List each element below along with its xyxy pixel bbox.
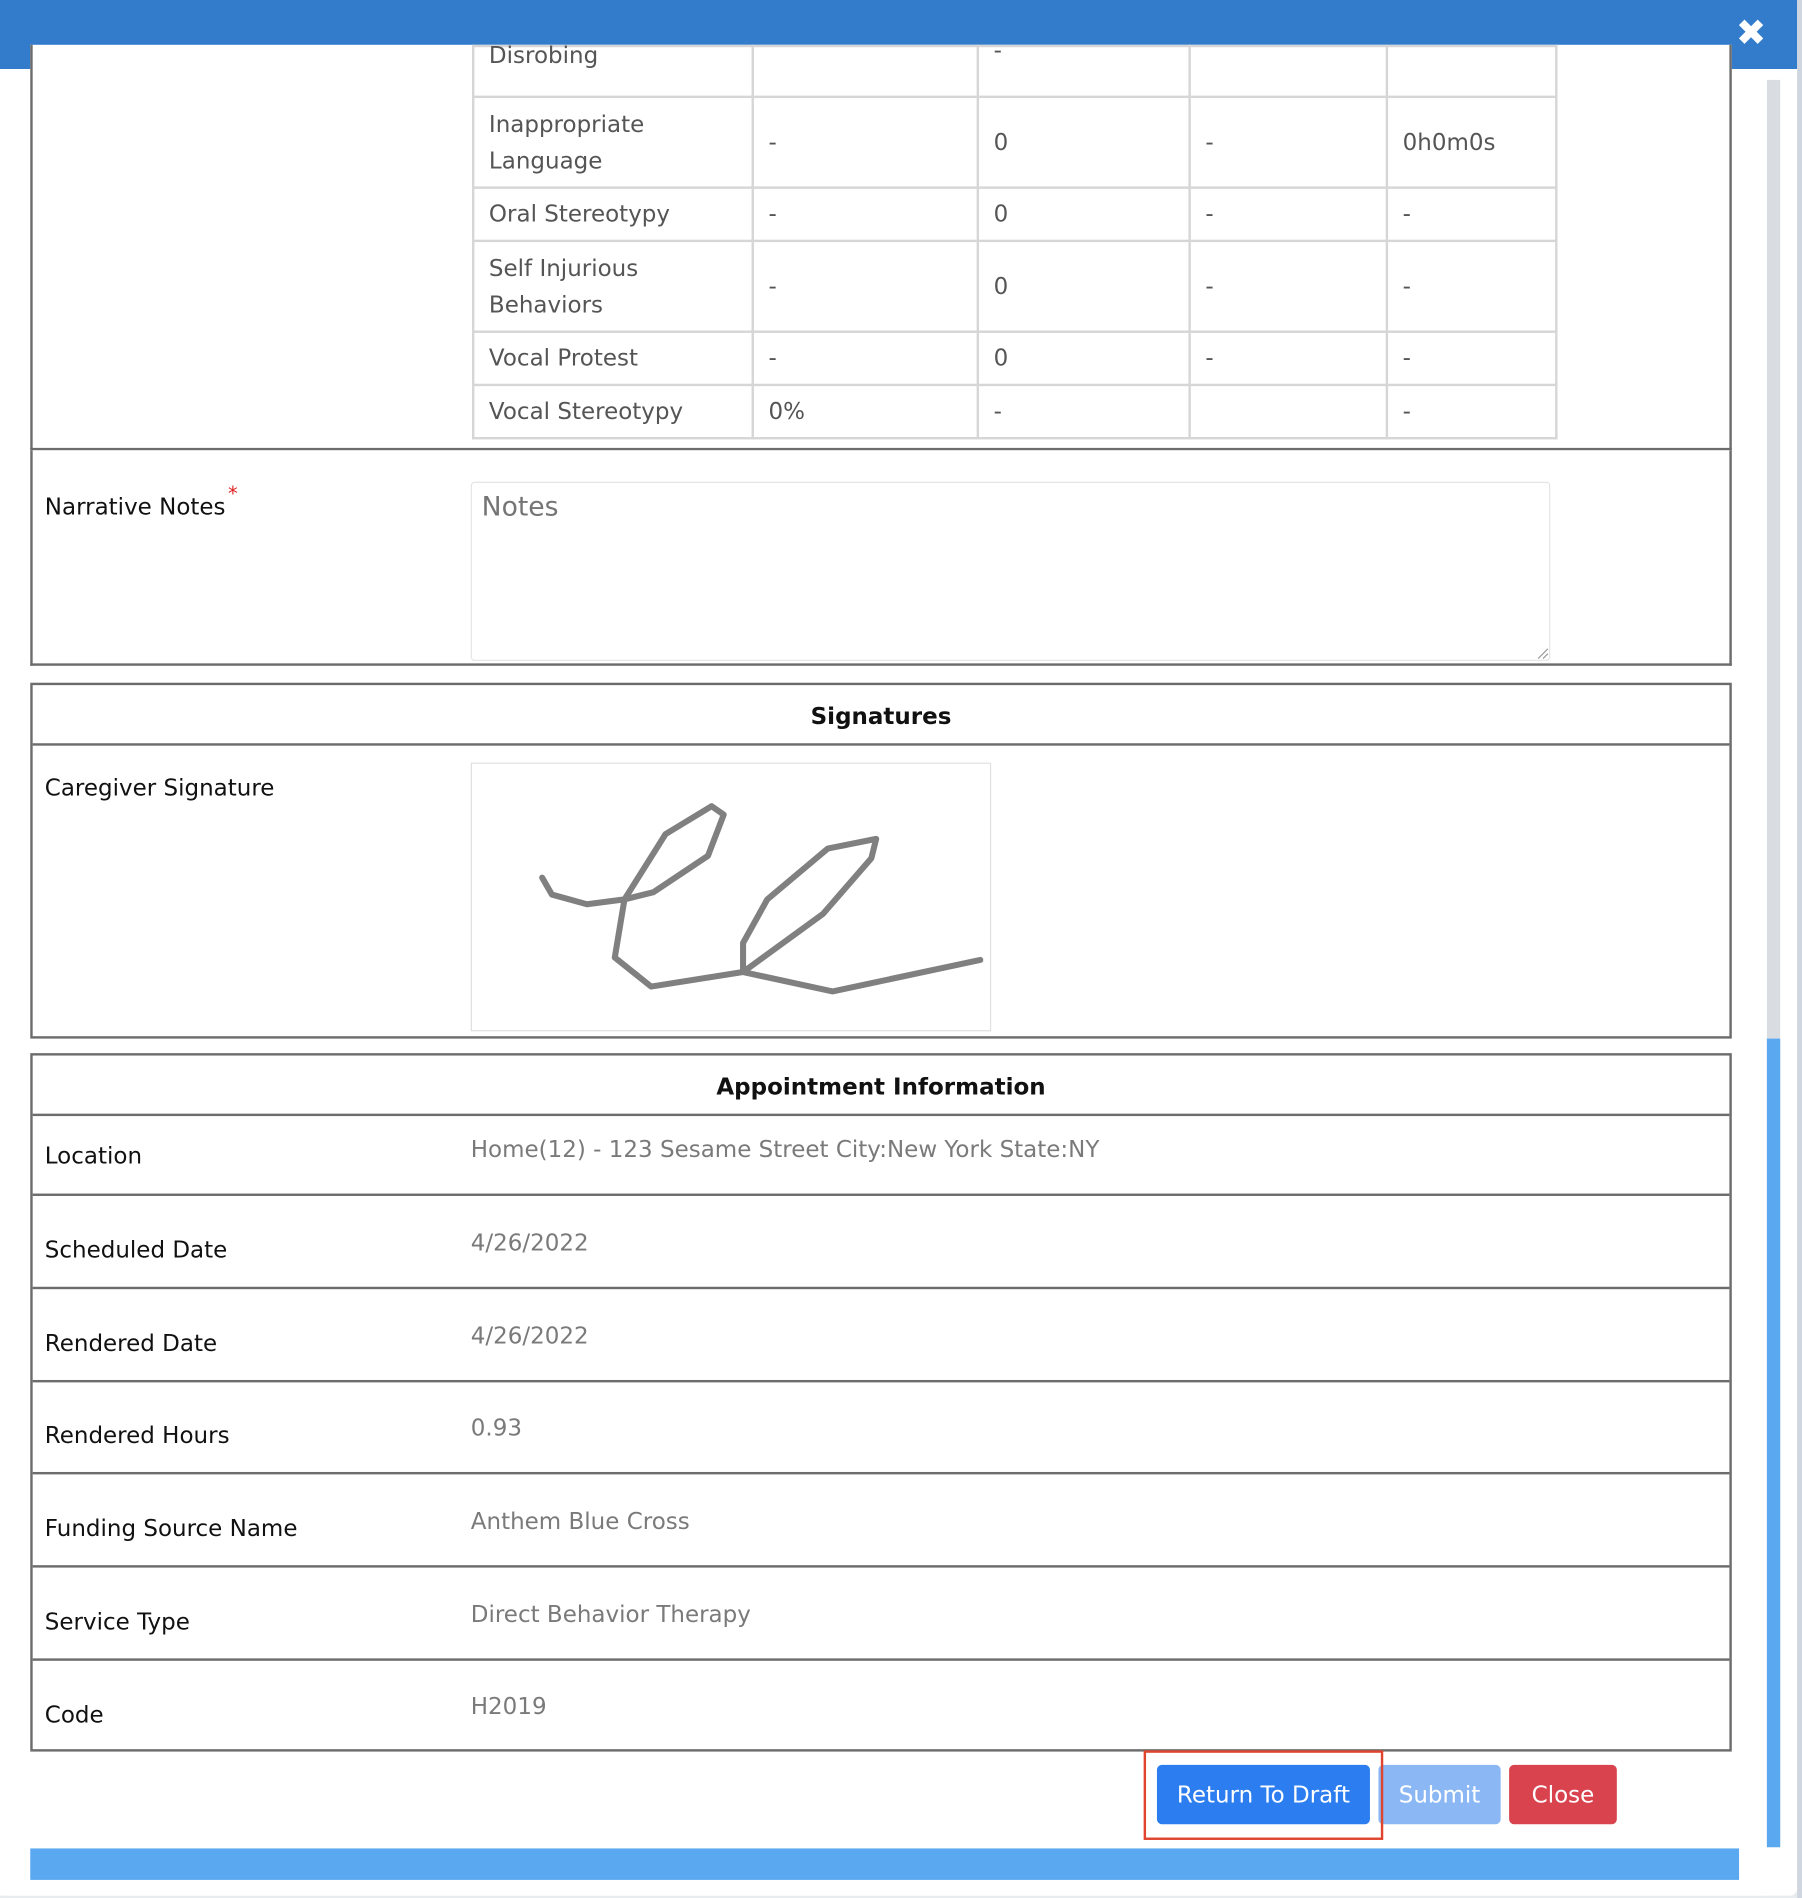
code-label: Code — [44, 1701, 104, 1729]
table-cell: - — [1190, 241, 1387, 332]
funding-source-value: Anthem Blue Cross — [470, 1508, 690, 1535]
table-row — [473, 188, 1556, 241]
narrative-notes-section — [30, 450, 1732, 665]
rendered-date-value: 4/26/2022 — [470, 1323, 589, 1350]
background-page-edge — [1797, 0, 1802, 1898]
rendered-date-label: Rendered Date — [44, 1330, 218, 1357]
behavior-name-cell: Inappropriate Language — [473, 97, 753, 188]
table-row — [473, 385, 1556, 438]
behavior-name-cell: Oral Stereotypy — [473, 188, 753, 241]
table-cell: 0 — [978, 332, 1190, 385]
behavior-name-cell: Vocal Stereotypy — [473, 385, 753, 438]
table-cell: - — [1387, 385, 1556, 438]
service-type-label: Service Type — [44, 1608, 190, 1636]
resize-grip-icon[interactable] — [1536, 646, 1548, 658]
table-cell: - — [753, 332, 978, 385]
signatures-section — [30, 683, 1732, 1039]
narrative-notes-input[interactable] — [471, 482, 1550, 661]
table-cell: - — [1190, 97, 1387, 188]
submit-button[interactable]: Submit — [1378, 1765, 1500, 1824]
caregiver-signature-label: Caregiver Signature — [44, 774, 275, 802]
behavior-name-cell: Self Injurious Behaviors — [473, 241, 753, 332]
code-value: H2019 — [470, 1693, 547, 1721]
table-cell: 0 — [978, 188, 1190, 241]
table-cell — [1190, 385, 1387, 438]
table-cell: 0h0m0s — [1387, 97, 1556, 188]
table-cell: - — [753, 97, 978, 188]
table-row — [473, 97, 1556, 188]
table-row — [473, 332, 1556, 385]
scheduled-date-label: Scheduled Date — [44, 1237, 228, 1264]
table-row — [473, 46, 1556, 97]
rendered-hours-value: 0.93 — [470, 1415, 522, 1442]
table-cell: 0 — [978, 97, 1190, 188]
info-row-rendered-date — [33, 1289, 1730, 1382]
table-cell: - — [1387, 188, 1556, 241]
table-cell: - — [1387, 241, 1556, 332]
close-button[interactable]: Close — [1509, 1765, 1617, 1824]
behavior-data-section — [30, 37, 1732, 451]
info-row-funding-source — [33, 1474, 1730, 1567]
info-row-rendered-hours — [33, 1382, 1730, 1474]
table-cell: - — [1190, 188, 1387, 241]
location-label: Location — [44, 1142, 143, 1170]
info-row-location — [33, 1116, 1730, 1196]
table-cell: - — [978, 46, 1190, 97]
info-row-scheduled-date — [33, 1196, 1730, 1289]
signature-drawing — [472, 764, 992, 1033]
info-row-code — [33, 1661, 1730, 1749]
modal-body[interactable] — [0, 37, 1767, 1896]
table-cell — [753, 46, 978, 97]
funding-source-label: Funding Source Name — [44, 1515, 298, 1543]
table-row — [473, 241, 1556, 332]
horizontal-scrollbar[interactable] — [30, 1848, 1739, 1879]
location-value: Home(12) - 123 Sesame Street City:New York State:NY — [470, 1136, 1100, 1164]
signatures-title: Signatures — [33, 685, 1730, 746]
vertical-scrollbar[interactable] — [1767, 80, 1780, 1847]
table-cell: - — [1387, 332, 1556, 385]
table-cell: - — [753, 241, 978, 332]
table-cell: 0 — [978, 241, 1190, 332]
close-x-icon[interactable]: ✖ — [1735, 12, 1767, 55]
info-row-service-type — [33, 1568, 1730, 1661]
rendered-hours-label: Rendered Hours — [44, 1422, 230, 1449]
caregiver-signature-pad[interactable] — [471, 763, 991, 1032]
service-type-value: Direct Behavior Therapy — [470, 1601, 751, 1629]
behavior-name-cell: Vocal Protest — [473, 332, 753, 385]
table-cell: 0% — [753, 385, 978, 438]
appointment-information-title: Appointment Information — [33, 1056, 1730, 1117]
table-cell — [1387, 46, 1556, 97]
table-cell: - — [978, 385, 1190, 438]
narrative-notes-label: Narrative Notes* — [44, 481, 238, 521]
table-cell: - — [753, 188, 978, 241]
behavior-name-cell: Disrobing — [473, 46, 753, 97]
required-asterisk: * — [227, 481, 238, 505]
vertical-scrollbar-thumb[interactable] — [1767, 1039, 1780, 1848]
table-cell — [1190, 46, 1387, 97]
appointment-information-section — [30, 1053, 1732, 1751]
behavior-table — [472, 37, 1558, 440]
table-cell: - — [1190, 332, 1387, 385]
return-to-draft-button[interactable]: Return To Draft — [1157, 1765, 1370, 1824]
scheduled-date-value: 4/26/2022 — [470, 1229, 589, 1257]
